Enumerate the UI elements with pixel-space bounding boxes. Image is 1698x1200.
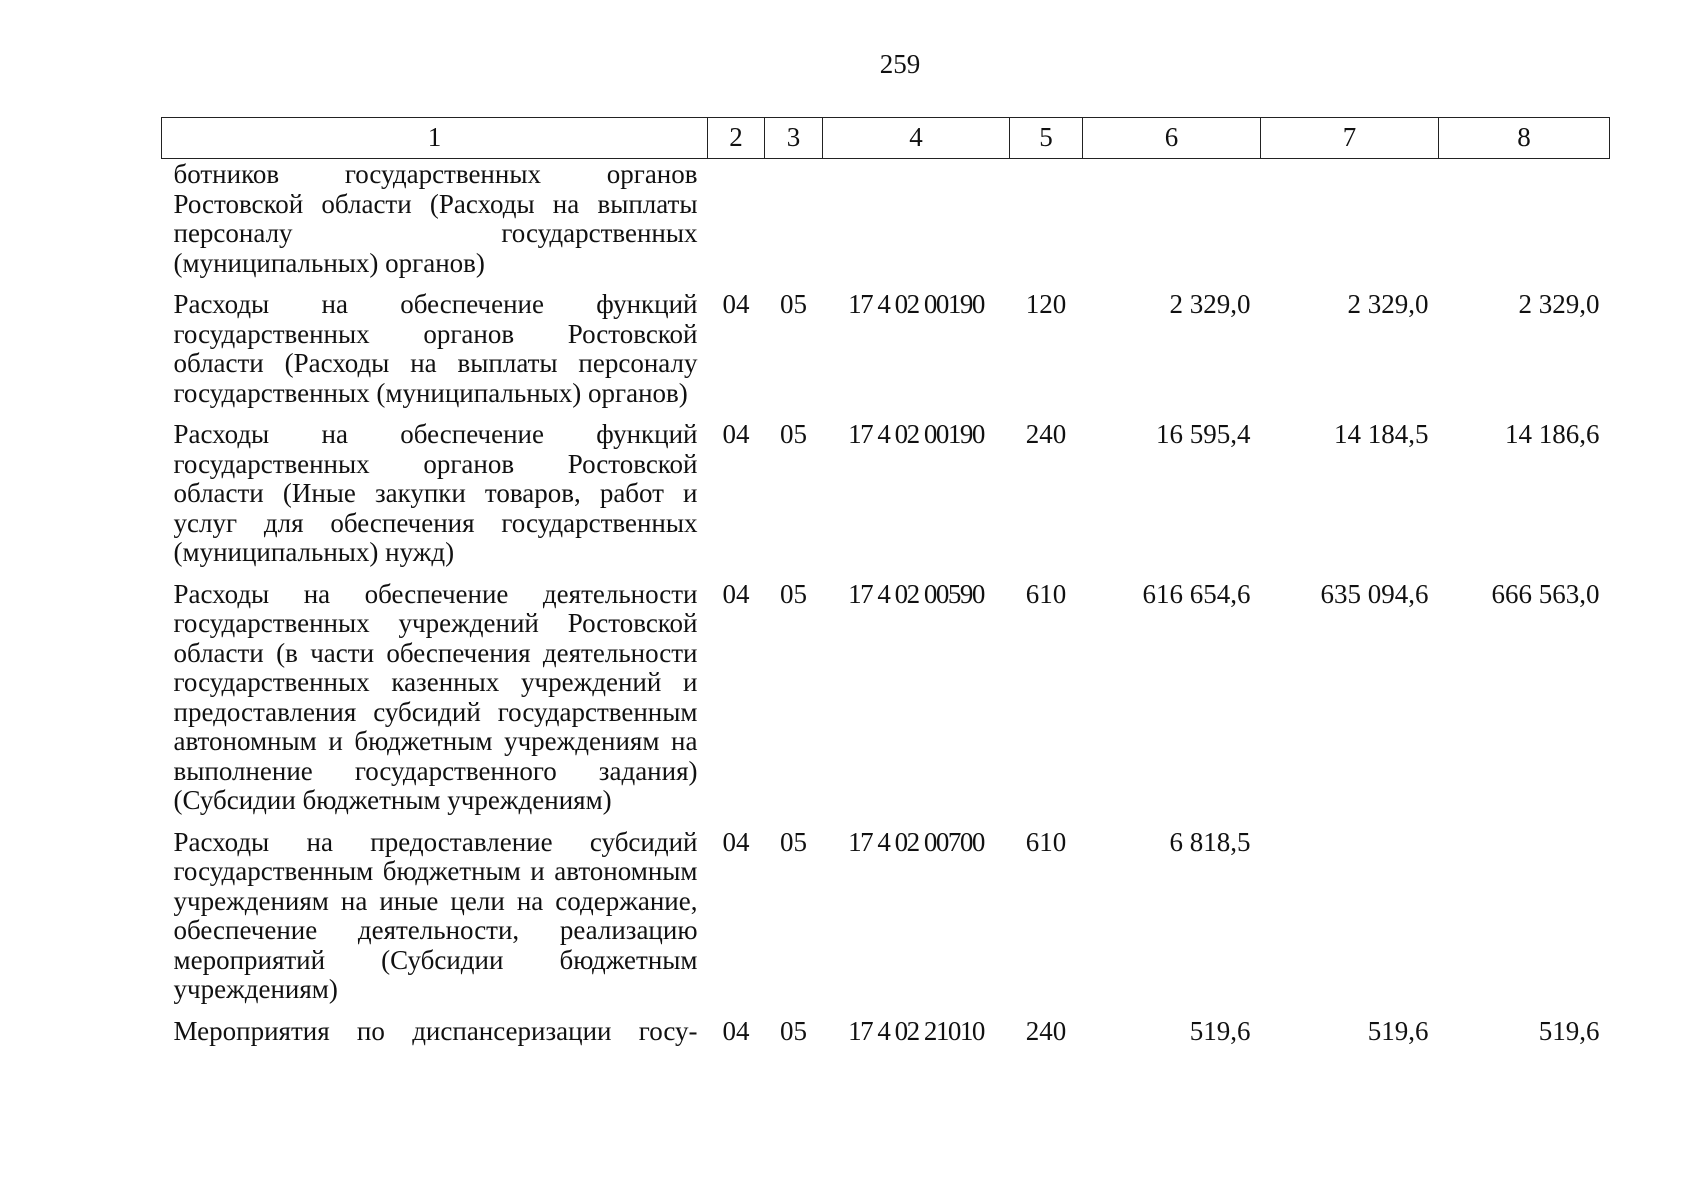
row-target-code: 17 4 02 00700 <box>848 826 984 857</box>
row-expense-type: 610 <box>1025 578 1067 609</box>
row-section <box>708 159 765 289</box>
row-amount-7: 14 184,5 <box>1334 419 1429 449</box>
row-section: 04 <box>722 826 750 857</box>
row-amount-7: 519,6 <box>1367 1015 1429 1046</box>
header-col-1: 1 <box>162 118 708 159</box>
row-amount-8: 666 563,0 <box>1491 578 1600 609</box>
row-amount-8: 14 186,6 <box>1505 419 1600 449</box>
header-col-3: 3 <box>765 118 823 159</box>
row-target-code: 17 4 02 00590 <box>848 578 984 609</box>
row-amount-7: 2 329,0 <box>1347 289 1429 319</box>
header-col-6: 6 <box>1083 118 1261 159</box>
row-amount-6: 2 329,0 <box>1169 289 1251 319</box>
row-target-code <box>823 159 1010 289</box>
header-col-4: 4 <box>823 118 1010 159</box>
row-section: 04 <box>722 578 750 609</box>
row-subsection: 05 <box>780 289 807 319</box>
row-expense-type: 120 <box>1025 289 1067 319</box>
row-amount-8 <box>1439 826 1610 1015</box>
row-target-code: 17 4 02 00190 <box>848 419 984 449</box>
row-amount-7: 635 094,6 <box>1320 578 1429 609</box>
header-row <box>162 118 1610 159</box>
row-subsection <box>765 159 823 289</box>
budget-table <box>161 117 1610 1056</box>
table-row <box>162 288 1610 418</box>
row-target-code: 17 4 02 00190 <box>848 289 984 319</box>
row-description: ботников государственных органов Ростовской области (Расходы на выплаты персоналу государственных (муниципальных) органов) <box>173 159 698 278</box>
row-subsection: 05 <box>780 1015 807 1046</box>
table-row <box>162 1015 1610 1057</box>
row-description: Мероприятия по диспансеризации госу- <box>173 1015 698 1046</box>
table-row <box>162 826 1610 1015</box>
header-col-8: 8 <box>1439 118 1610 159</box>
table-body <box>162 159 1610 1057</box>
row-description: Расходы на обеспечение функций государственных органов Ростовской области (Расходы на выплаты персоналу государственных (муниципальных) органов) <box>173 289 698 408</box>
row-amount-8 <box>1439 159 1610 289</box>
row-subsection: 05 <box>780 826 807 857</box>
row-subsection: 05 <box>780 578 807 609</box>
row-amount-8: 519,6 <box>1538 1015 1600 1046</box>
row-amount-6: 616 654,6 <box>1142 578 1251 609</box>
row-amount-7 <box>1261 159 1439 289</box>
row-description: Расходы на предоставление субсидий государственным бюджетным и автономным учреждениям на иные цели на содержание, обеспечение деятельности, реализацию мероприятий (Субсидии бюджетным учреждениям) <box>173 826 698 1004</box>
header-col-2: 2 <box>708 118 765 159</box>
row-amount-8: 2 329,0 <box>1518 289 1600 319</box>
row-amount-6 <box>1083 159 1261 289</box>
row-amount-6: 519,6 <box>1189 1015 1251 1046</box>
row-amount-6: 6 818,5 <box>1169 826 1251 857</box>
row-description: Расходы на обеспечение функций государственных органов Ростовской области (Иные закупки товаров, работ и услуг для обеспечения государственных (муниципальных) нужд) <box>173 419 698 567</box>
page-number: 259 <box>879 49 921 79</box>
table-row <box>162 159 1610 289</box>
row-section: 04 <box>722 1015 750 1046</box>
row-section: 04 <box>722 419 750 449</box>
row-section: 04 <box>722 289 750 319</box>
row-subsection: 05 <box>780 419 807 449</box>
row-expense-type: 240 <box>1025 1015 1067 1046</box>
header-col-7: 7 <box>1261 118 1439 159</box>
table-header <box>162 118 1610 159</box>
table-row <box>162 418 1610 578</box>
row-target-code: 17 4 02 21010 <box>848 1015 984 1046</box>
row-expense-type <box>1010 159 1083 289</box>
row-expense-type: 240 <box>1025 419 1067 449</box>
row-description: Расходы на обеспечение деятельности государственных учреждений Ростовской области (в части обеспечения деятельности государственных казенных учреждений и предоставления субсидий государственным автономным и бюджетным учреждениям на выполнение государственного задания) (Субсидии бюджетным учреждениям) <box>173 578 698 815</box>
header-col-5: 5 <box>1010 118 1083 159</box>
row-amount-7 <box>1261 826 1439 1015</box>
table-row <box>162 578 1610 826</box>
row-expense-type: 610 <box>1025 826 1067 857</box>
row-amount-6: 16 595,4 <box>1156 419 1251 449</box>
